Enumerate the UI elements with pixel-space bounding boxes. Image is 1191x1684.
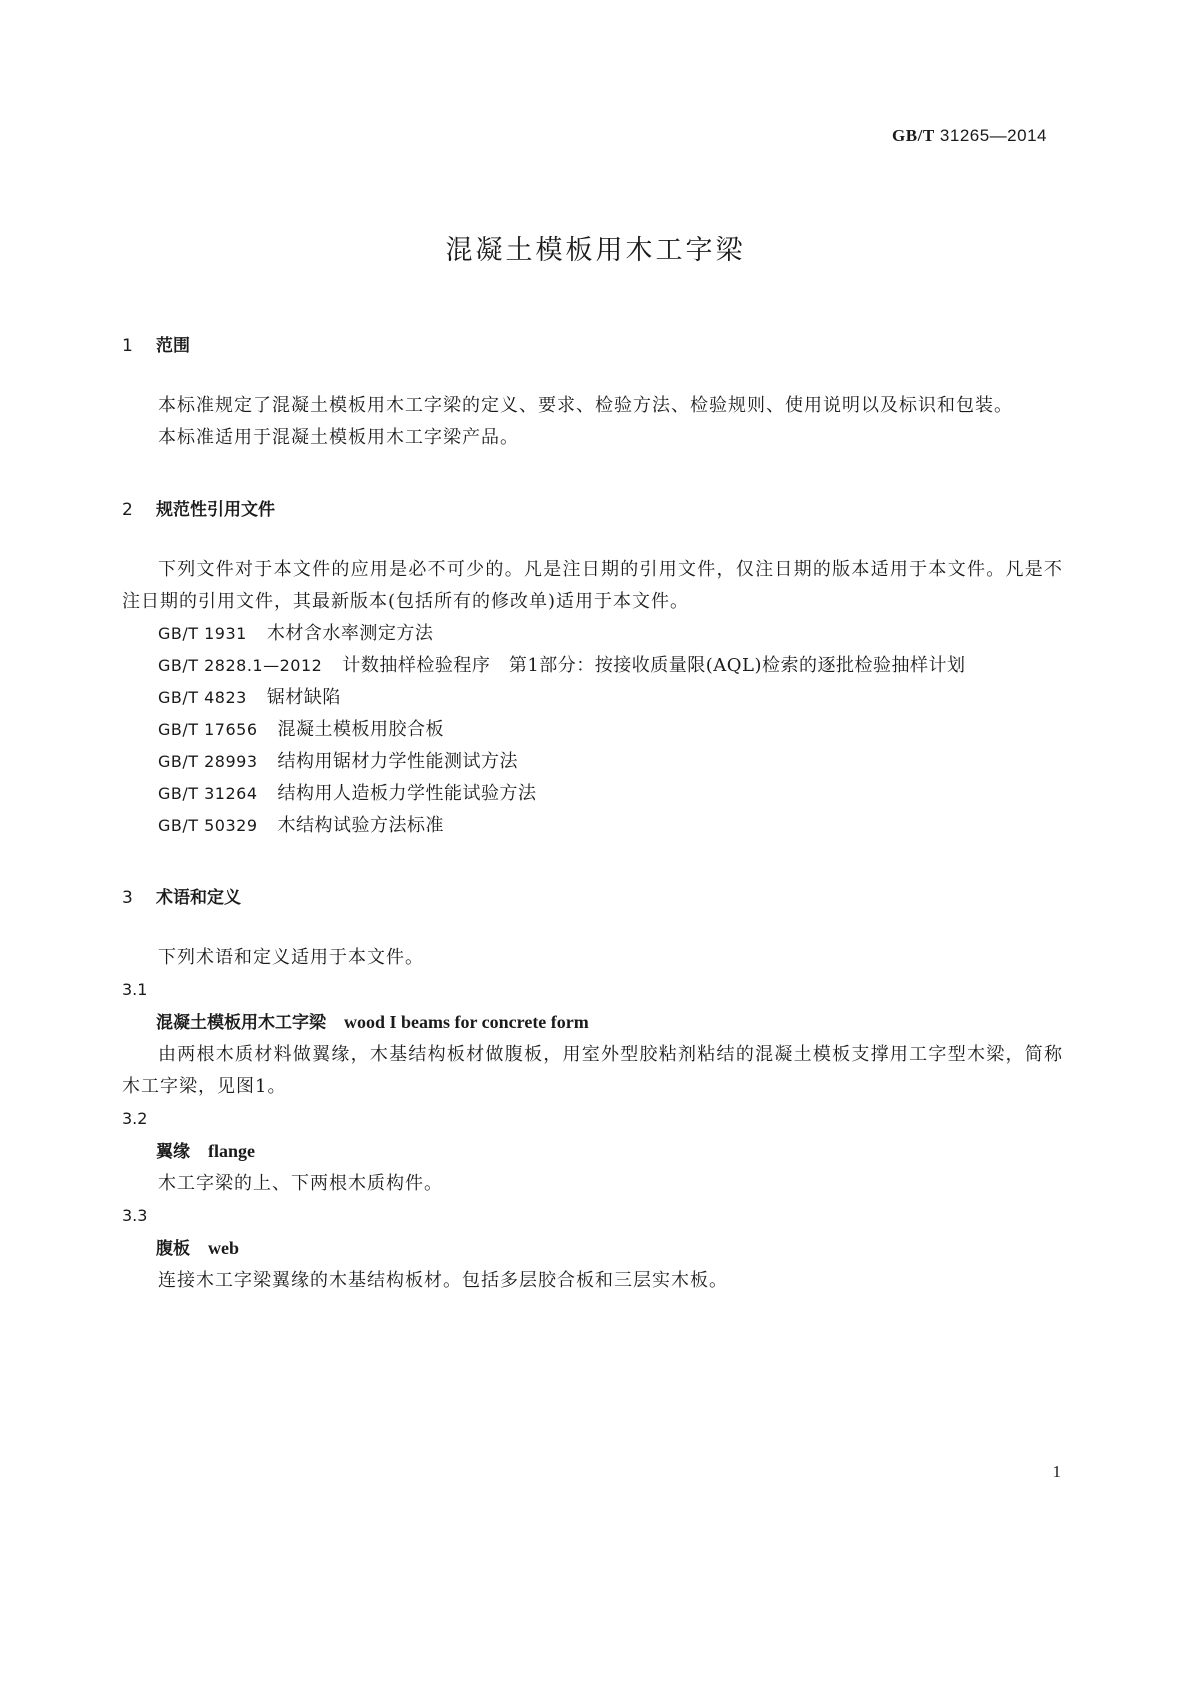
term-name: 腹板 web bbox=[156, 1238, 239, 1259]
document-title: 混凝土模板用木工字梁 bbox=[445, 235, 746, 266]
scope-paragraph: 本标准适用于混凝土模板用木工字梁产品。 bbox=[158, 427, 519, 448]
term-definition: 由两根木质材料做翼缘，木基结构板材做腹板，用室外型胶粘剂粘结的混凝土模板支撑用工字型木梁，简称木工字梁，见图1。 bbox=[122, 1044, 1063, 1097]
term-number: 3.1 bbox=[122, 980, 148, 999]
page-number: 1 bbox=[1052, 1462, 1061, 1481]
term-definition: 连接木工字梁翼缘的木基结构板材。包括多层胶合板和三层实木板。 bbox=[158, 1270, 728, 1291]
section-heading-terms: 3 术语和定义 bbox=[122, 888, 241, 908]
standard-number: 31265—2014 bbox=[939, 126, 1047, 145]
term-definition: 木工字梁的上、下两根木质构件。 bbox=[158, 1173, 443, 1194]
reference-item: GB/T 28993 结构用锯材力学性能测试方法 bbox=[158, 751, 519, 772]
reference-item: GB/T 17656 混凝土模板用胶合板 bbox=[158, 719, 445, 740]
standard-code bbox=[892, 126, 1047, 146]
reference-item: GB/T 1931 木材含水率测定方法 bbox=[158, 623, 434, 644]
standard-prefix: GB/T bbox=[892, 126, 935, 145]
section-heading-normative-references: 2 规范性引用文件 bbox=[122, 500, 275, 520]
reference-item: GB/T 2828.1—2012 计数抽样检验程序 第1部分：按接收质量限(AQL)检索的逐批检验抽样计划 bbox=[158, 655, 966, 676]
term-number: 3.2 bbox=[122, 1109, 148, 1128]
section-heading-scope: 1 范围 bbox=[122, 336, 190, 356]
term-name: 翼缘 flange bbox=[156, 1141, 255, 1162]
terms-intro: 下列术语和定义适用于本文件。 bbox=[158, 947, 424, 968]
term-number: 3.3 bbox=[122, 1206, 148, 1225]
reference-item: GB/T 31264 结构用人造板力学性能试验方法 bbox=[158, 783, 537, 804]
scope-paragraph: 本标准规定了混凝土模板用木工字梁的定义、要求、检验方法、检验规则、使用说明以及标识和包装。 bbox=[158, 395, 1013, 416]
reference-item: GB/T 4823 锯材缺陷 bbox=[158, 687, 341, 708]
term-name: 混凝土模板用木工字梁 wood I beams for concrete form bbox=[156, 1012, 589, 1033]
document-body bbox=[122, 330, 1063, 1297]
reference-item: GB/T 50329 木结构试验方法标准 bbox=[158, 815, 445, 836]
references-intro: 下列文件对于本文件的应用是必不可少的。凡是注日期的引用文件，仅注日期的版本适用于本文件。凡是不注日期的引用文件，其最新版本(包括所有的修改单)适用于本文件。 bbox=[122, 559, 1063, 612]
